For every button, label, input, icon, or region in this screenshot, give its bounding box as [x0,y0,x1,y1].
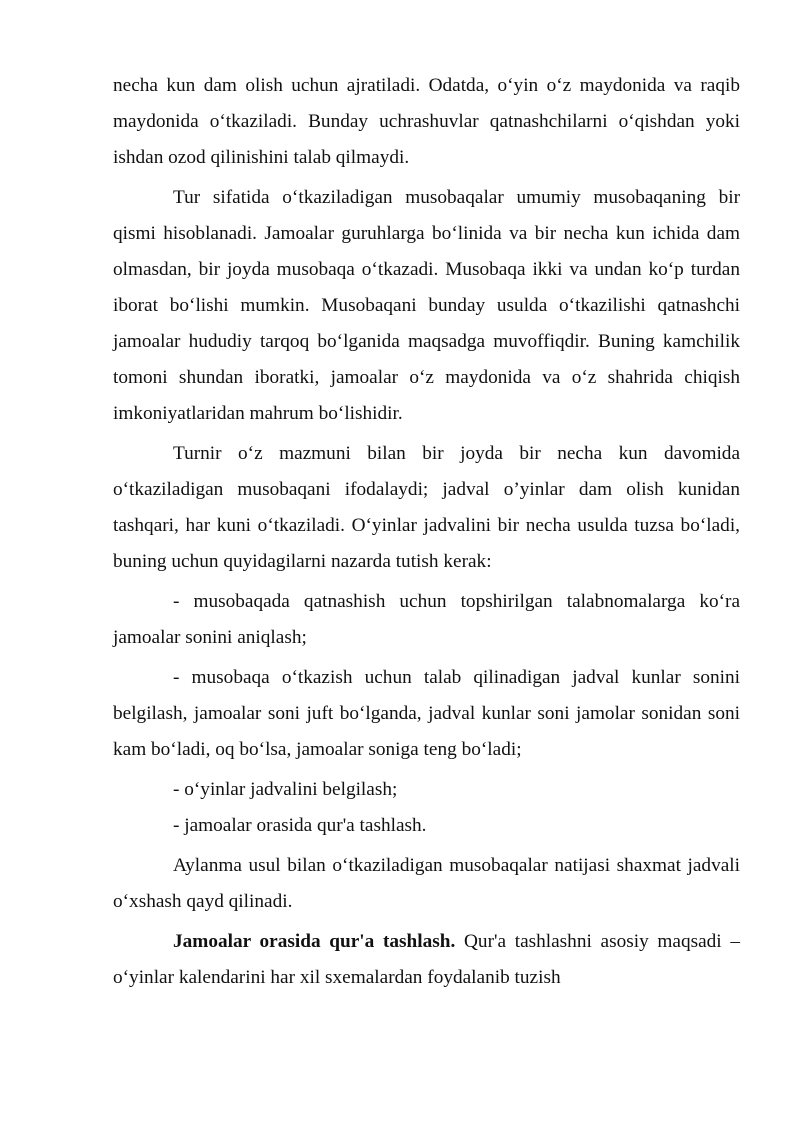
list-item-4: - jamoalar orasida qur'a tashlash. [173,815,427,836]
paragraph-4: Aylanma usul bilan o‘tkaziladigan musobaqalar natijasi shaxmat jadvali o‘xshash qayd qilinadi. [113,855,740,912]
list-item-2: - musobaqa o‘tkazish uchun talab qilinadigan jadval kunlar sonini belgilash, jamoalar soni juft bo‘lganda, jadval kunlar soni jamolar sonidan soni kam bo‘ladi, oq bo‘lsa, jamoalar soniga teng bo‘ladi; [113,667,740,760]
list-item-3: - o‘yinlar jadvalini belgilash; [173,779,398,800]
section-heading: Jamoalar orasida qur'a tashlash. [173,931,456,952]
paragraph-5-text: Qur'a tashlashni asosiy maqsadi – o‘yinlar kalendarini har xil sxemalardan foydalanib tuzish [113,931,740,988]
paragraph-2: Tur sifatida o‘tkaziladigan musobaqalar umumiy musobaqaning bir qismi hisoblanadi. Jamoalar guruhlarga bo‘linida va bir necha kun ichida dam olmasdan, bir joyda musobaqa o‘tkazadi. Musobaqa ikki va undan ko‘p turdan iborat bo‘lishi mumkin. Musobaqani bunday usulda o‘tkazilishi qatnashchi jamoalar hududiy tarqoq bo‘lganida maqsadga muvoffiqdir. Buning kamchilik tomoni shundan iboratki, jamoalar o‘z maydonida va o‘z shahrida chiqish imkoniyatlaridan mahrum bo‘lishidir. [113,187,740,424]
paragraph-5 [113,924,740,996]
list-item-1: - musobaqada qatnashish uchun topshirilgan talabnomalarga ko‘ra jamoalar sonini aniqlash; [113,591,740,648]
paragraph-1: necha kun dam olish uchun ajratiladi. Odatda, o‘yin o‘z maydonida va raqib maydonida o‘tkaziladi. Bunday uchrashuvlar qatnashchilarni o‘qishdan yoki ishdan ozod qilinishini talab qilmaydi. [113,75,740,168]
paragraph-3: Turnir o‘z mazmuni bilan bir joyda bir necha kun davomida o‘tkaziladigan musobaqani ifodalaydi; jadval o’yinlar dam olish kunidan tashqari, har kuni o‘tkaziladi. O‘yinlar jadvalini bir necha usulda tuzsa bo‘ladi, buning uchun quyidagilarni nazarda tutish kerak: [113,443,740,572]
document-page [113,68,740,996]
